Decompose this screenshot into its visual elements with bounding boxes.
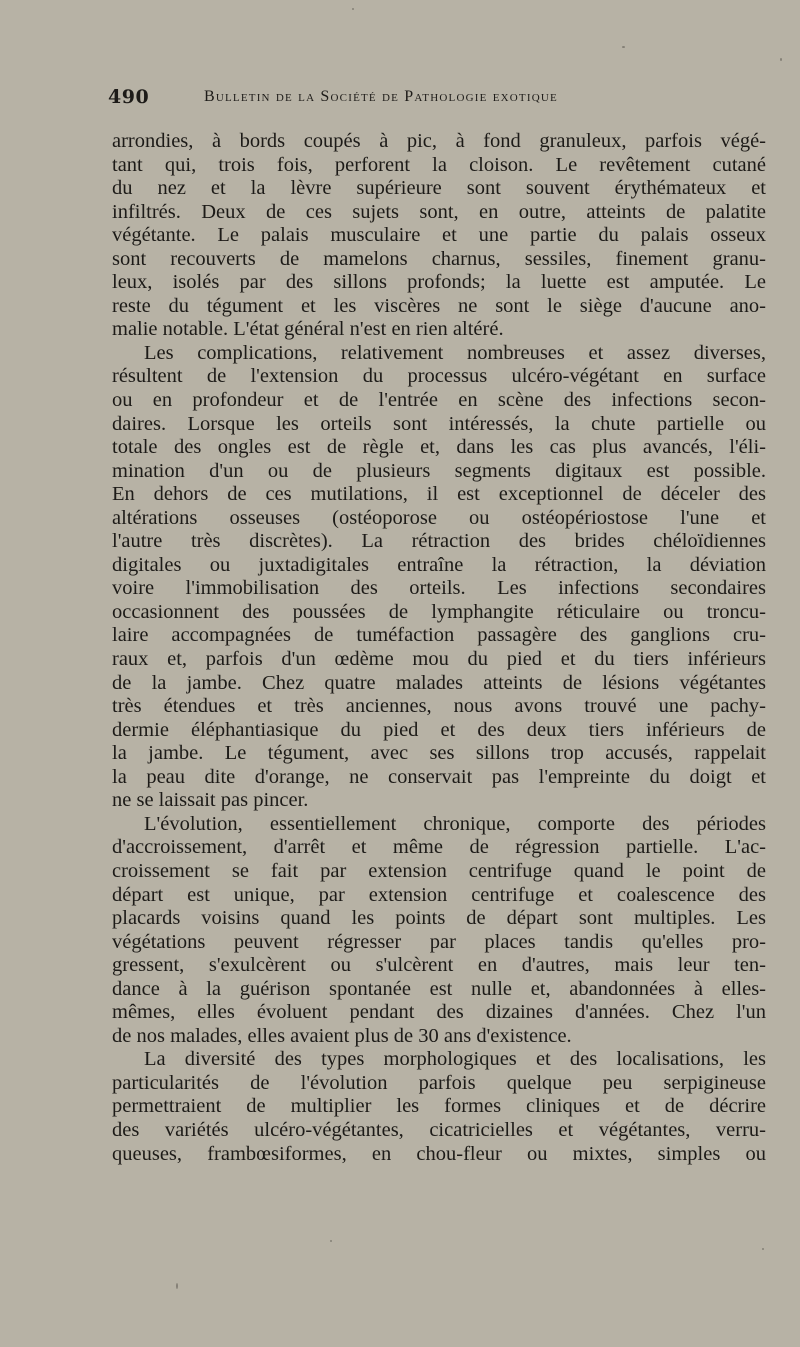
text-line: infiltrés. Deux de ces sujets sont, en outre, atteints de palatite (112, 200, 766, 223)
scan-speck (762, 1248, 764, 1250)
text-line: l'autre très discrètes). La rétraction des brides chéloïdiennes (112, 530, 766, 553)
text-line: résultent de l'extension du processus ulcéro-végétant en surface (112, 365, 766, 388)
text-line: mêmes, elles évoluent pendant des dizaines d'années. Chez l'un (112, 1001, 766, 1024)
scan-speck (176, 1283, 178, 1289)
text-line: voire l'immobilisation des orteils. Les infections secondaires (112, 577, 766, 600)
text-line: totale des ongles est de règle et, dans les cas plus avancés, l'éli- (112, 436, 766, 459)
text-line: daires. Lorsque les orteils sont intéressés, la chute partielle ou (112, 412, 766, 435)
text-line: En dehors de ces mutilations, il est exceptionnel de déceler des (112, 483, 766, 506)
text-line: particularités de l'évolution parfois quelque peu serpigineuse (112, 1071, 766, 1094)
text-line: tant qui, trois fois, perforent la cloison. Le revêtement cutané (112, 153, 766, 176)
text-line: laire accompagnées de tuméfaction passagère des ganglions cru- (112, 624, 766, 647)
text-line: dance à la guérison spontanée est nulle et, abandonnées à elles- (112, 977, 766, 1000)
text-line: reste du tégument et les viscères ne sont le siège d'aucune ano- (112, 294, 766, 317)
text-line: des variétés ulcéro-végétantes, cicatricielles et végétantes, verru- (112, 1118, 766, 1141)
text-line: sont recouverts de mamelons charnus, sessiles, finement granu- (112, 247, 766, 270)
text-line: du nez et la lèvre supérieure sont souvent érythémateux et (112, 177, 766, 200)
text-line: ou en profondeur et de l'entrée en scène des infections secon- (112, 389, 766, 412)
running-head: Bulletin de la Société de Pathologie exotique (204, 88, 558, 105)
text-line: altérations osseuses (ostéoporose ou ostéopériostose l'une et (112, 506, 766, 529)
scan-speck (780, 58, 782, 61)
text-line: L'évolution, essentiellement chronique, comporte des périodes (144, 812, 766, 835)
scan-speck (352, 8, 354, 10)
scan-speck (622, 46, 625, 48)
text-line: départ est unique, par extension centrifuge et coalescence des (112, 883, 766, 906)
text-line: gressent, s'exulcèrent ou s'ulcèrent en d'autres, mais leur ten- (112, 954, 766, 977)
text-line: permettraient de multiplier les formes cliniques et de décrire (112, 1095, 766, 1118)
text-line: croissement se fait par extension centrifuge quand le point de (112, 859, 766, 882)
text-line: la jambe. Le tégument, avec ses sillons trop accusés, rappelait (112, 742, 766, 765)
text-line: mination d'un ou de plusieurs segments digitaux est possible. (112, 459, 766, 482)
text-line: raux et, parfois d'un œdème mou du pied et du tiers inférieurs (112, 648, 766, 671)
text-line: d'accroissement, d'arrêt et même de régression partielle. L'ac- (112, 836, 766, 859)
text-line: queuses, frambœsiformes, en chou-fleur ou mixtes, simples ou (112, 1142, 766, 1165)
text-line: ne se laissait pas pincer. (112, 789, 309, 812)
text-line: la peau dite d'orange, ne conservait pas l'empreinte du doigt et (112, 765, 766, 788)
text-line: de la jambe. Chez quatre malades atteints de lésions végétantes (112, 671, 766, 694)
text-line: placards voisins quand les points de départ sont multiples. Les (112, 907, 766, 930)
text-line: de nos malades, elles avaient plus de 30 ans d'existence. (112, 1024, 572, 1047)
text-line: très étendues et très anciennes, nous avons trouvé une pachy- (112, 695, 766, 718)
text-line: arrondies, à bords coupés à pic, à fond granuleux, parfois végé- (112, 130, 766, 152)
text-line: Les complications, relativement nombreuses et assez diverses, (144, 341, 766, 364)
body-text (112, 130, 766, 1166)
scan-speck (330, 1240, 332, 1242)
text-line: végétations peuvent régresser par places tandis qu'elles pro- (112, 930, 766, 953)
text-line: dermie éléphantiasique du pied et des deux tiers inférieurs de (112, 718, 766, 741)
text-line: végétante. Le palais musculaire et une partie du palais osseux (112, 224, 766, 247)
text-line: malie notable. L'état général n'est en rien altéré. (112, 318, 504, 341)
page-number: 490 (108, 86, 150, 108)
text-line: digitales ou juxtadigitales entraîne la rétraction, la déviation (112, 553, 766, 576)
text-line: La diversité des types morphologiques et des localisations, les (144, 1048, 766, 1071)
text-line: leux, isolés par des sillons profonds; la luette est amputée. Le (112, 271, 766, 294)
text-line: occasionnent des poussées de lymphangite réticulaire ou troncu- (112, 600, 766, 623)
page-header (108, 86, 764, 114)
